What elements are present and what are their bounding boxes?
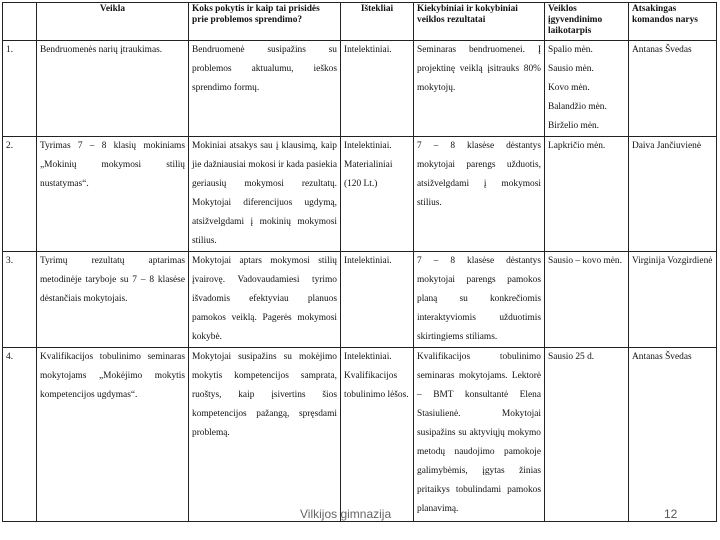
resources-cell: Intelektiniai. Materialiniai (120 Lt.)	[341, 137, 414, 252]
header-num	[3, 3, 37, 41]
header-pokytis: Koks pokytis ir kaip tai prisidės prie problemos sprendimo?	[189, 3, 341, 41]
period-line: Sausio 25 d.	[548, 352, 595, 362]
header-rodikliai: Kiekybiniai ir kokybiniai veiklos rezultatai	[414, 3, 545, 41]
change-cell: Mokytojai susipažins su mokėjimo mokytis kompetencijos samprata, ruoštys, kaip įsivertins šios kompetencijos pažangą, spręsdami problemą.	[189, 348, 341, 522]
row-number: 3.	[3, 252, 37, 348]
period-cell	[545, 137, 629, 252]
header-veikla: Veikla	[37, 3, 189, 41]
responsible-cell: Antanas Švedas	[629, 41, 717, 137]
period-cell	[545, 252, 629, 348]
period-cell	[545, 348, 629, 522]
activity-cell: Bendruomenės narių įtraukimas.	[37, 41, 189, 137]
footer-school-name: Vilkijos gimnazija	[300, 507, 392, 521]
activity-cell: Tyrimas 7 – 8 klasių mokiniams „Mokinių mokymosi stilių nustatymas“.	[37, 137, 189, 252]
header-atsakingas: Atsakingas komandos narys	[629, 3, 717, 41]
table-row	[3, 348, 717, 522]
resources-cell: Intelektiniai.	[341, 252, 414, 348]
change-cell: Mokiniai atsakys sau į klausimą, kaip jie dažniausiai mokosi ir kada pasiekia geriausių mokymosi rezultatų. Mokytojai diferencijuos ugdymą, atsižvelgdami į mokinių mokymosi stilius.	[189, 137, 341, 252]
page-number: 12	[664, 507, 678, 521]
change-cell: Bendruomenė susipažins su problemos aktualumu, ieškos sprendimo formų.	[189, 41, 341, 137]
activity-cell: Kvalifikacijos tobulinimo seminaras mokytojams „Mokėjimo mokytis kompetencijos ugdymas“.	[37, 348, 189, 522]
period-line: Sausio – kovo mėn.	[548, 256, 622, 266]
table-row	[3, 41, 717, 137]
results-cell: 7 – 8 klasėse dėstantys mokytojai parengs pamokos planą su konkrečiomis interaktyviomis užduotimis skirtingiems stiliams.	[414, 252, 545, 348]
table-row	[3, 137, 717, 252]
header-laikotarpis: Veiklos įgyvendinimo laikotarpis	[545, 3, 629, 41]
period-cell	[545, 41, 629, 137]
table-row	[3, 252, 717, 348]
table-header-row	[3, 3, 717, 41]
period-line: Birželio mėn.	[548, 121, 600, 131]
results-cell: Seminaras bendruomenei. Į projektinę veiklą įsitrauks 80% mokytojų.	[414, 41, 545, 137]
period-line: Balandžio mėn.	[548, 102, 607, 112]
results-cell: Kvalifikacijos tobulinimo seminaras mokytojams. Lektorė – BMT konsultantė Elena Stasiulienė. Mokytojai susipažins su aktyviųjų mokymo metodų naudojimo pamokoje galimybėmis, įgytas žinias pritaikys tobulindami pamokos planavimą.	[414, 348, 545, 522]
change-cell: Mokytojai aptars mokymosi stilių įvairovę. Vadovaudamiesi tyrimo išvadomis efektyviau planuos pamokos veiklą. Pagerės mokymosi kokybė.	[189, 252, 341, 348]
results-cell: 7 – 8 klasėse dėstantys mokytojai parengs užduotis, atsižvelgdami į mokymosi stilius.	[414, 137, 545, 252]
row-number: 1.	[3, 41, 37, 137]
activity-cell: Tyrimų rezultatų aptarimas metodinėje taryboje su 7 – 8 klasėse dėstančiais mokytojais.	[37, 252, 189, 348]
activity-plan-table	[2, 2, 717, 522]
period-line: Kovo mėn.	[548, 83, 590, 93]
resources-cell: Intelektiniai.	[341, 41, 414, 137]
row-number: 4.	[3, 348, 37, 522]
responsible-cell: Daiva Jančiuvienė	[629, 137, 717, 252]
resources-cell: Intelektiniai. Kvalifikacijos tobulinimo lėšos.	[341, 348, 414, 522]
period-line: Lapkričio mėn.	[548, 141, 606, 151]
period-line: Sausio mėn.	[548, 64, 594, 74]
row-number: 2.	[3, 137, 37, 252]
header-istekliai: Ištekliai	[341, 3, 414, 41]
responsible-cell: Virginija Vozgirdienė	[629, 252, 717, 348]
responsible-cell: Antanas Švedas	[629, 348, 717, 522]
period-line: Spalio mėn.	[548, 45, 593, 55]
